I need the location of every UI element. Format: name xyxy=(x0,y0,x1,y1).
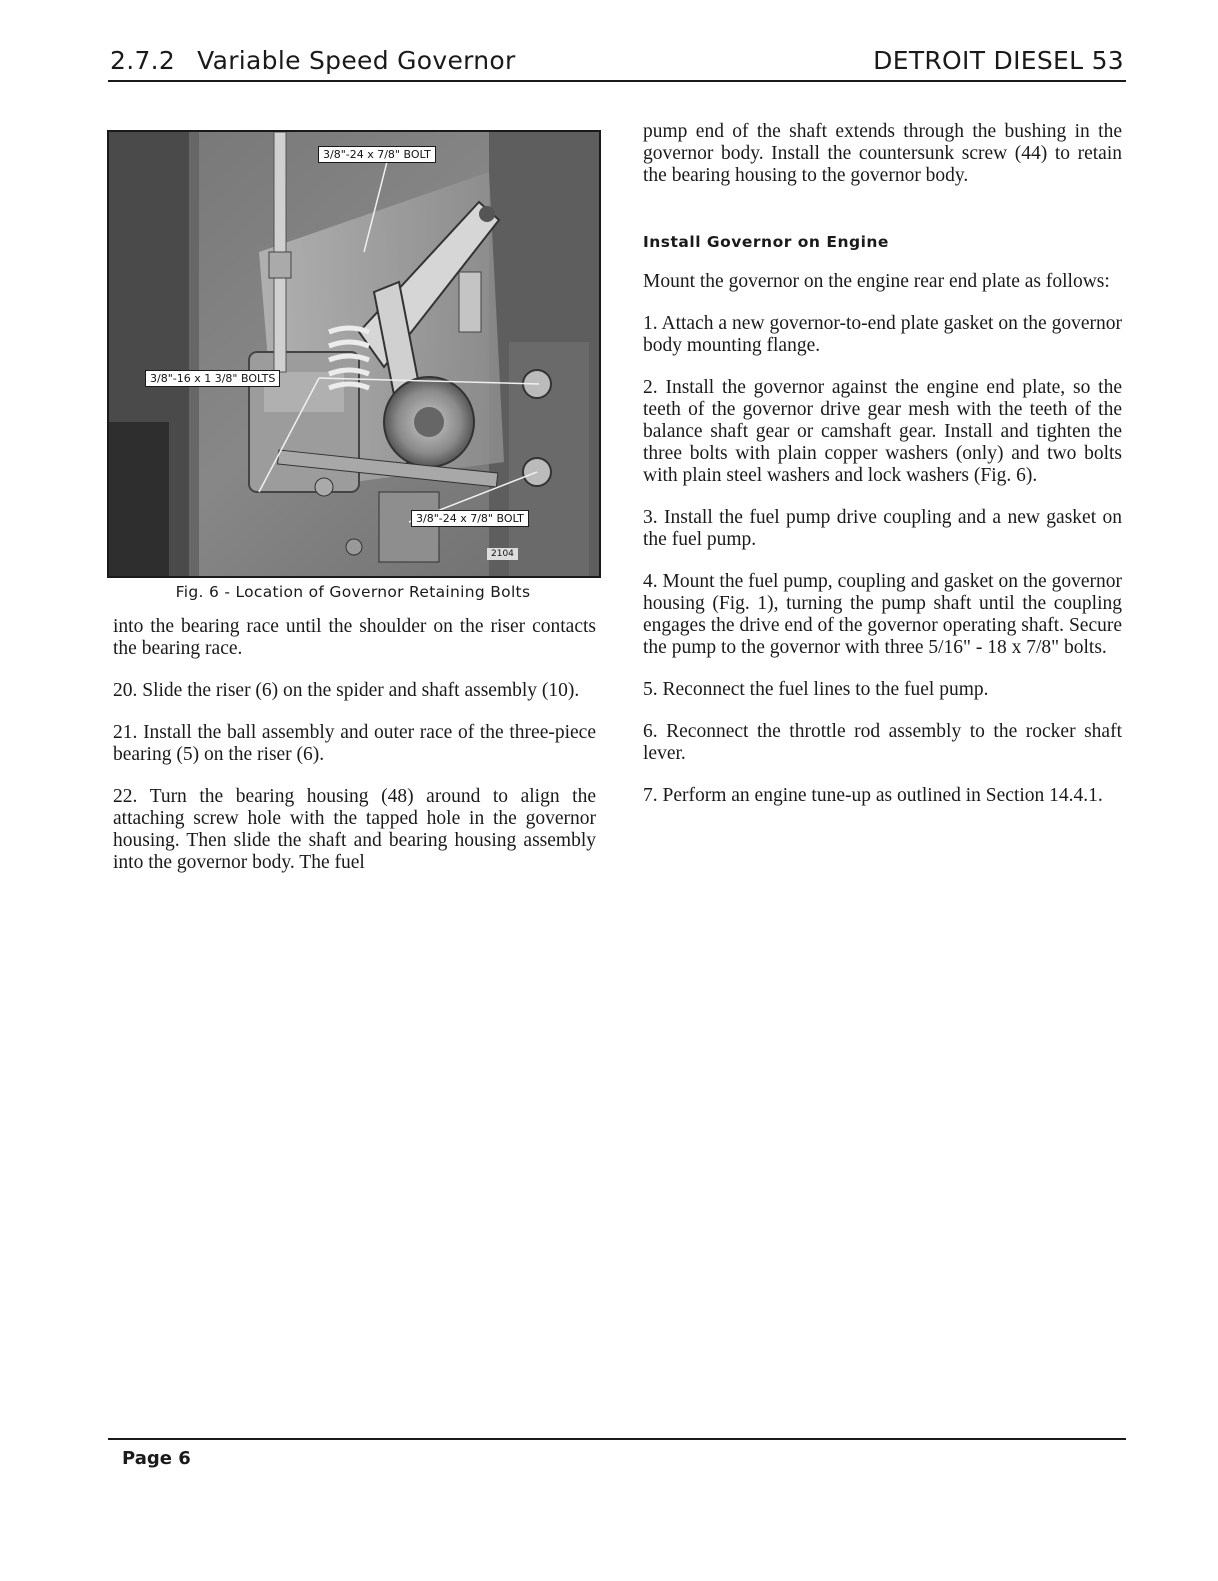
section-number: 2.7.2 xyxy=(110,46,176,75)
figure-governor-photo xyxy=(107,130,601,578)
subheading-install-governor: Install Governor on Engine xyxy=(643,233,889,251)
callout-left-bolts: 3/8"-16 x 1 3/8" BOLTS xyxy=(145,370,280,387)
page-number: Page 6 xyxy=(122,1448,191,1469)
figure-caption: Fig. 6 - Location of Governor Retaining Bolts xyxy=(175,583,531,601)
right-paragraph: Mount the governor on the engine rear end plate as follows: xyxy=(643,271,1110,292)
right-intro-paragraph: pump end of the shaft extends through the bushing in the governor body. Install the countersunk screw (44) to retain the bearing housing to the governor body. xyxy=(643,121,1122,186)
right-paragraph: 6. Reconnect the throttle rod assembly to the rocker shaft lever. xyxy=(643,721,1122,764)
section-heading xyxy=(110,46,516,75)
photo-id-label: 2104 xyxy=(487,548,518,560)
left-paragraph: 20. Slide the riser (6) on the spider and shaft assembly (10). xyxy=(113,680,580,701)
section-title: Variable Speed Governor xyxy=(197,46,516,75)
left-column xyxy=(113,616,596,894)
callout-top-bolt: 3/8"-24 x 7/8" BOLT xyxy=(318,146,436,163)
right-paragraph: 5. Reconnect the fuel lines to the fuel pump. xyxy=(643,679,989,700)
left-paragraph: 21. Install the ball assembly and outer race of the three-piece bearing (5) on the riser (6). xyxy=(113,722,596,765)
right-paragraph: 7. Perform an engine tune-up as outlined in Section 14.4.1. xyxy=(643,785,1103,806)
right-column xyxy=(643,121,1122,827)
right-paragraph: 4. Mount the fuel pump, coupling and gasket on the governor housing (Fig. 1), turning the pump shaft until the coupling engages the drive end of the governor operating shaft. Secure the pump to the governor with three 5/16" - 18 x 7/8" bolts. xyxy=(643,571,1122,658)
page-header xyxy=(108,44,1126,82)
left-paragraph: 22. Turn the bearing housing (48) around to align the attaching screw hole with the tapped hole in the governor housing. Then slide the shaft and bearing housing assembly into the governor body. The fuel xyxy=(113,786,596,873)
left-paragraph: into the bearing race until the shoulder on the riser contacts the bearing race. xyxy=(113,616,596,659)
right-paragraph: 1. Attach a new governor-to-end plate gasket on the governor body mounting flange. xyxy=(643,313,1122,356)
right-paragraph: 2. Install the governor against the engine end plate, so the teeth of the governor drive gear mesh with the teeth of the balance shaft gear or camshaft gear. Install and tighten the three bolts with plain copper washers (only) and two bolts with plain steel washers and lock washers (Fig. 6). xyxy=(643,377,1122,486)
right-paragraph: 3. Install the fuel pump drive coupling and a new gasket on the fuel pump. xyxy=(643,507,1122,550)
callout-bottom-bolt: 3/8"-24 x 7/8" BOLT xyxy=(411,510,529,527)
book-title: DETROIT DIESEL 53 xyxy=(873,46,1124,75)
footer-rule xyxy=(108,1438,1126,1440)
